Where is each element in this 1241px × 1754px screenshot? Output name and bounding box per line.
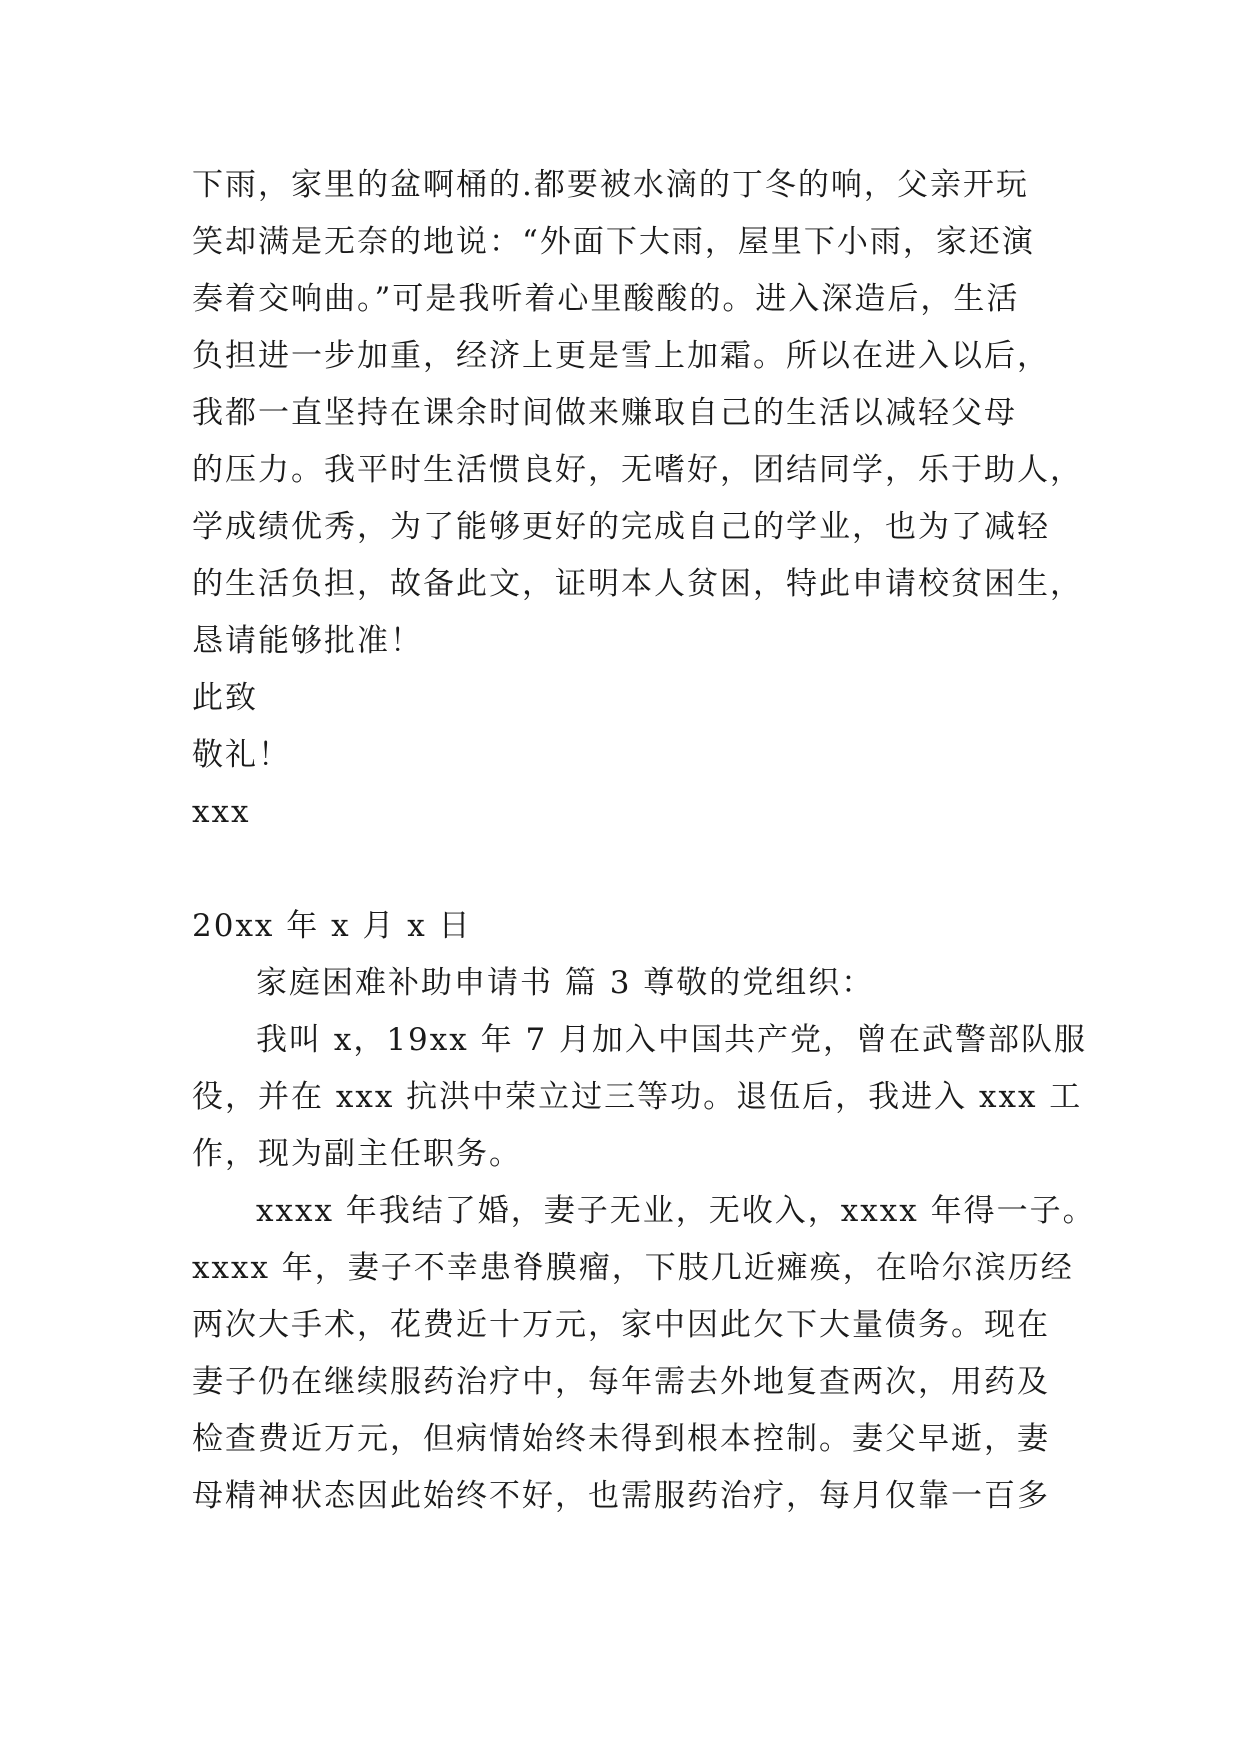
text-line: xxxx 年我结了婚，妻子无业，无收入，xxxx 年得一子。 xyxy=(256,1193,1096,1229)
text-line: 负担进一步加重，经济上更是雪上加霜。所以在进入以后， xyxy=(192,338,1050,374)
text-line: 笑却满是无奈的地说：“外面下大雨，屋里下小雨，家还演 xyxy=(192,224,1035,260)
text-line: 作，现为副主任职务。 xyxy=(192,1136,522,1172)
text-line: 的生活负担，故备此文，证明本人贫困，特此申请校贫困生， xyxy=(192,566,1083,602)
signature-date: 20xx 年 x 月 x 日 xyxy=(192,908,472,944)
text-line: 我叫 x，19xx 年 7 月加入中国共产党，曾在武警部队服 xyxy=(256,1022,1088,1058)
text-line: 下雨，家里的盆啊桶的.都要被水滴的丁冬的响，父亲开玩 xyxy=(192,167,1029,203)
signature-name: xxx xyxy=(192,794,251,830)
text-line: 母精神状态因此始终不好，也需服药治疗，每月仅靠一百多 xyxy=(192,1478,1050,1514)
section-heading: 家庭困难补助申请书 篇 3 尊敬的党组织： xyxy=(256,965,875,1001)
text-line: 检查费近万元，但病情始终未得到根本控制。妻父早逝，妻 xyxy=(192,1421,1050,1457)
text-line: 学成绩优秀，为了能够更好的完成自己的学业，也为了减轻 xyxy=(192,509,1050,545)
text-line: 恳请能够批准！ xyxy=(192,623,423,659)
text-line: 妻子仍在继续服药治疗中，每年需去外地复查两次，用药及 xyxy=(192,1364,1050,1400)
closing-regards: 敬礼！ xyxy=(192,737,291,773)
text-line: xxxx 年，妻子不幸患脊膜瘤，下肢几近瘫痪，在哈尔滨历经 xyxy=(192,1250,1074,1286)
text-line: 奏着交响曲。”可是我听着心里酸酸的。进入深造后，生活 xyxy=(192,281,1020,317)
text-line: 役，并在 xxx 抗洪中荣立过三等功。退伍后，我进入 xxx 工 xyxy=(192,1079,1083,1115)
text-line: 两次大手术，花费近十万元，家中因此欠下大量债务。现在 xyxy=(192,1307,1050,1343)
text-line: 我都一直坚持在课余时间做来赚取自己的生活以减轻父母 xyxy=(192,395,1017,431)
closing-salutation: 此致 xyxy=(192,680,258,716)
text-line: 的压力。我平时生活惯良好，无嗜好，团结同学，乐于助人， xyxy=(192,452,1083,488)
